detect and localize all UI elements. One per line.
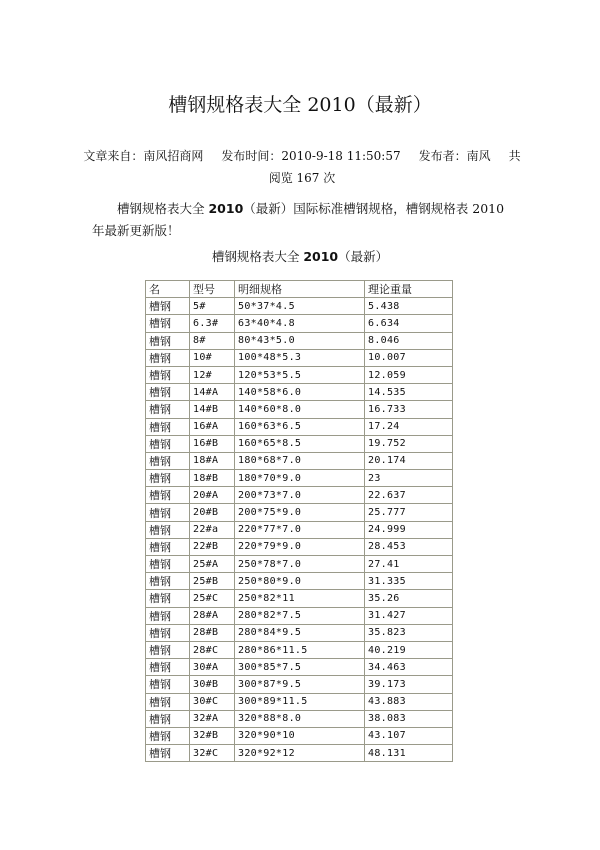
table-row bbox=[146, 418, 453, 435]
cell-model: 16#B bbox=[190, 435, 235, 452]
cell-spec: 280*86*11.5 bbox=[235, 641, 365, 658]
cell-spec: 250*80*9.0 bbox=[235, 573, 365, 590]
cell-model: 32#C bbox=[190, 745, 235, 762]
table-row bbox=[146, 641, 453, 658]
cell-model: 20#B bbox=[190, 504, 235, 521]
cell-model: 28#B bbox=[190, 624, 235, 641]
cell-weight: 38.083 bbox=[365, 710, 453, 727]
cell-spec: 200*75*9.0 bbox=[235, 504, 365, 521]
cell-spec: 140*60*8.0 bbox=[235, 401, 365, 418]
cell-name: 槽钢 bbox=[146, 573, 190, 590]
cell-weight: 35.823 bbox=[365, 624, 453, 641]
cell-name: 槽钢 bbox=[146, 315, 190, 332]
table-row bbox=[146, 452, 453, 469]
cell-model: 25#A bbox=[190, 556, 235, 573]
cell-weight: 12.059 bbox=[365, 366, 453, 383]
cell-weight: 24.999 bbox=[365, 521, 453, 538]
cell-name: 槽钢 bbox=[146, 366, 190, 383]
cell-model: 16#A bbox=[190, 418, 235, 435]
table-row bbox=[146, 435, 453, 452]
caption-text-1: 槽钢规格表大全 bbox=[211, 249, 304, 264]
cell-model: 12# bbox=[190, 366, 235, 383]
cell-name: 槽钢 bbox=[146, 745, 190, 762]
table-row bbox=[146, 745, 453, 762]
header-weight: 理论重量 bbox=[365, 281, 453, 298]
cell-weight: 31.335 bbox=[365, 573, 453, 590]
article-meta bbox=[82, 145, 522, 189]
intro-year: 2010 bbox=[208, 201, 244, 216]
table-row bbox=[146, 487, 453, 504]
cell-spec: 120*53*5.5 bbox=[235, 366, 365, 383]
cell-name: 槽钢 bbox=[146, 693, 190, 710]
cell-spec: 220*79*9.0 bbox=[235, 538, 365, 555]
cell-spec: 160*65*8.5 bbox=[235, 435, 365, 452]
table-row bbox=[146, 590, 453, 607]
cell-spec: 320*92*12 bbox=[235, 745, 365, 762]
table-row bbox=[146, 349, 453, 366]
cell-name: 槽钢 bbox=[146, 418, 190, 435]
cell-name: 槽钢 bbox=[146, 607, 190, 624]
cell-name: 槽钢 bbox=[146, 710, 190, 727]
cell-weight: 6.634 bbox=[365, 315, 453, 332]
cell-weight: 25.777 bbox=[365, 504, 453, 521]
cell-weight: 31.427 bbox=[365, 607, 453, 624]
caption-year: 2010 bbox=[303, 249, 339, 264]
cell-name: 槽钢 bbox=[146, 470, 190, 487]
cell-weight: 39.173 bbox=[365, 676, 453, 693]
views-prefix: 共 bbox=[508, 149, 521, 163]
cell-spec: 320*88*8.0 bbox=[235, 710, 365, 727]
table-row bbox=[146, 366, 453, 383]
cell-model: 32#B bbox=[190, 727, 235, 744]
table-row bbox=[146, 401, 453, 418]
cell-name: 槽钢 bbox=[146, 590, 190, 607]
cell-weight: 22.637 bbox=[365, 487, 453, 504]
cell-spec: 280*82*7.5 bbox=[235, 607, 365, 624]
header-model: 型号 bbox=[190, 281, 235, 298]
cell-name: 槽钢 bbox=[146, 727, 190, 744]
table-row bbox=[146, 315, 453, 332]
cell-model: 18#B bbox=[190, 470, 235, 487]
caption-text-2: （最新） bbox=[338, 249, 389, 264]
cell-name: 槽钢 bbox=[146, 452, 190, 469]
cell-weight: 23 bbox=[365, 470, 453, 487]
table-row bbox=[146, 624, 453, 641]
cell-model: 28#C bbox=[190, 641, 235, 658]
cell-name: 槽钢 bbox=[146, 659, 190, 676]
cell-spec: 180*70*9.0 bbox=[235, 470, 365, 487]
cell-name: 槽钢 bbox=[146, 401, 190, 418]
cell-weight: 5.438 bbox=[365, 298, 453, 315]
cell-model: 18#A bbox=[190, 452, 235, 469]
table-row bbox=[146, 573, 453, 590]
author-label: 发布者：南风 bbox=[418, 149, 491, 163]
table-row bbox=[146, 693, 453, 710]
view-count: 阅览 167 次 bbox=[268, 171, 336, 185]
table-row bbox=[146, 332, 453, 349]
cell-model: 10# bbox=[190, 349, 235, 366]
table-row bbox=[146, 470, 453, 487]
cell-spec: 250*78*7.0 bbox=[235, 556, 365, 573]
table-body bbox=[146, 298, 453, 762]
cell-weight: 19.752 bbox=[365, 435, 453, 452]
cell-weight: 48.131 bbox=[365, 745, 453, 762]
cell-weight: 35.26 bbox=[365, 590, 453, 607]
cell-weight: 43.883 bbox=[365, 693, 453, 710]
cell-spec: 100*48*5.3 bbox=[235, 349, 365, 366]
header-name: 名 bbox=[146, 281, 190, 298]
cell-weight: 16.733 bbox=[365, 401, 453, 418]
cell-weight: 17.24 bbox=[365, 418, 453, 435]
cell-spec: 320*90*10 bbox=[235, 727, 365, 744]
cell-name: 槽钢 bbox=[146, 641, 190, 658]
table-row bbox=[146, 538, 453, 555]
cell-spec: 80*43*5.0 bbox=[235, 332, 365, 349]
table-row bbox=[146, 556, 453, 573]
cell-model: 32#A bbox=[190, 710, 235, 727]
table-row bbox=[146, 298, 453, 315]
cell-spec: 300*89*11.5 bbox=[235, 693, 365, 710]
cell-name: 槽钢 bbox=[146, 487, 190, 504]
cell-name: 槽钢 bbox=[146, 504, 190, 521]
intro-text-2: （最新）国际标准槽钢规格，槽钢规格表 2010 年最新更新版！ bbox=[92, 201, 505, 238]
cell-name: 槽钢 bbox=[146, 435, 190, 452]
cell-model: 25#C bbox=[190, 590, 235, 607]
cell-model: 30#C bbox=[190, 693, 235, 710]
table-row bbox=[146, 676, 453, 693]
cell-weight: 10.007 bbox=[365, 349, 453, 366]
cell-model: 28#A bbox=[190, 607, 235, 624]
cell-model: 30#A bbox=[190, 659, 235, 676]
cell-model: 14#A bbox=[190, 384, 235, 401]
cell-weight: 34.463 bbox=[365, 659, 453, 676]
table-row bbox=[146, 521, 453, 538]
cell-spec: 160*63*6.5 bbox=[235, 418, 365, 435]
cell-spec: 180*68*7.0 bbox=[235, 452, 365, 469]
table-row bbox=[146, 384, 453, 401]
table-caption bbox=[0, 247, 600, 265]
cell-model: 5# bbox=[190, 298, 235, 315]
source-label: 文章来自：南风招商网 bbox=[83, 149, 204, 163]
cell-spec: 220*77*7.0 bbox=[235, 521, 365, 538]
cell-spec: 300*85*7.5 bbox=[235, 659, 365, 676]
cell-spec: 200*73*7.0 bbox=[235, 487, 365, 504]
cell-model: 6.3# bbox=[190, 315, 235, 332]
cell-spec: 250*82*11 bbox=[235, 590, 365, 607]
table-header-row bbox=[146, 281, 453, 298]
cell-model: 20#A bbox=[190, 487, 235, 504]
cell-name: 槽钢 bbox=[146, 349, 190, 366]
cell-name: 槽钢 bbox=[146, 624, 190, 641]
table-row bbox=[146, 607, 453, 624]
publish-time: 发布时间：2010-9-18 11:50:57 bbox=[221, 149, 401, 163]
cell-model: 25#B bbox=[190, 573, 235, 590]
cell-model: 14#B bbox=[190, 401, 235, 418]
cell-model: 22#B bbox=[190, 538, 235, 555]
cell-name: 槽钢 bbox=[146, 298, 190, 315]
cell-name: 槽钢 bbox=[146, 332, 190, 349]
cell-name: 槽钢 bbox=[146, 676, 190, 693]
table-row bbox=[146, 727, 453, 744]
cell-spec: 63*40*4.8 bbox=[235, 315, 365, 332]
spec-table bbox=[145, 280, 453, 762]
intro-paragraph bbox=[92, 198, 512, 242]
page-title: 槽钢规格表大全 2010（最新） bbox=[168, 94, 432, 116]
table-row bbox=[146, 659, 453, 676]
cell-weight: 14.535 bbox=[365, 384, 453, 401]
cell-name: 槽钢 bbox=[146, 538, 190, 555]
header-spec: 明细规格 bbox=[235, 281, 365, 298]
cell-spec: 140*58*6.0 bbox=[235, 384, 365, 401]
cell-spec: 280*84*9.5 bbox=[235, 624, 365, 641]
table-row bbox=[146, 504, 453, 521]
cell-name: 槽钢 bbox=[146, 521, 190, 538]
cell-name: 槽钢 bbox=[146, 556, 190, 573]
table-row bbox=[146, 710, 453, 727]
cell-weight: 20.174 bbox=[365, 452, 453, 469]
cell-weight: 28.453 bbox=[365, 538, 453, 555]
cell-weight: 27.41 bbox=[365, 556, 453, 573]
cell-model: 8# bbox=[190, 332, 235, 349]
cell-weight: 8.046 bbox=[365, 332, 453, 349]
cell-weight: 40.219 bbox=[365, 641, 453, 658]
cell-spec: 50*37*4.5 bbox=[235, 298, 365, 315]
cell-spec: 300*87*9.5 bbox=[235, 676, 365, 693]
intro-text-1: 槽钢规格表大全 bbox=[117, 201, 209, 216]
cell-name: 槽钢 bbox=[146, 384, 190, 401]
cell-model: 22#a bbox=[190, 521, 235, 538]
cell-weight: 43.107 bbox=[365, 727, 453, 744]
cell-model: 30#B bbox=[190, 676, 235, 693]
